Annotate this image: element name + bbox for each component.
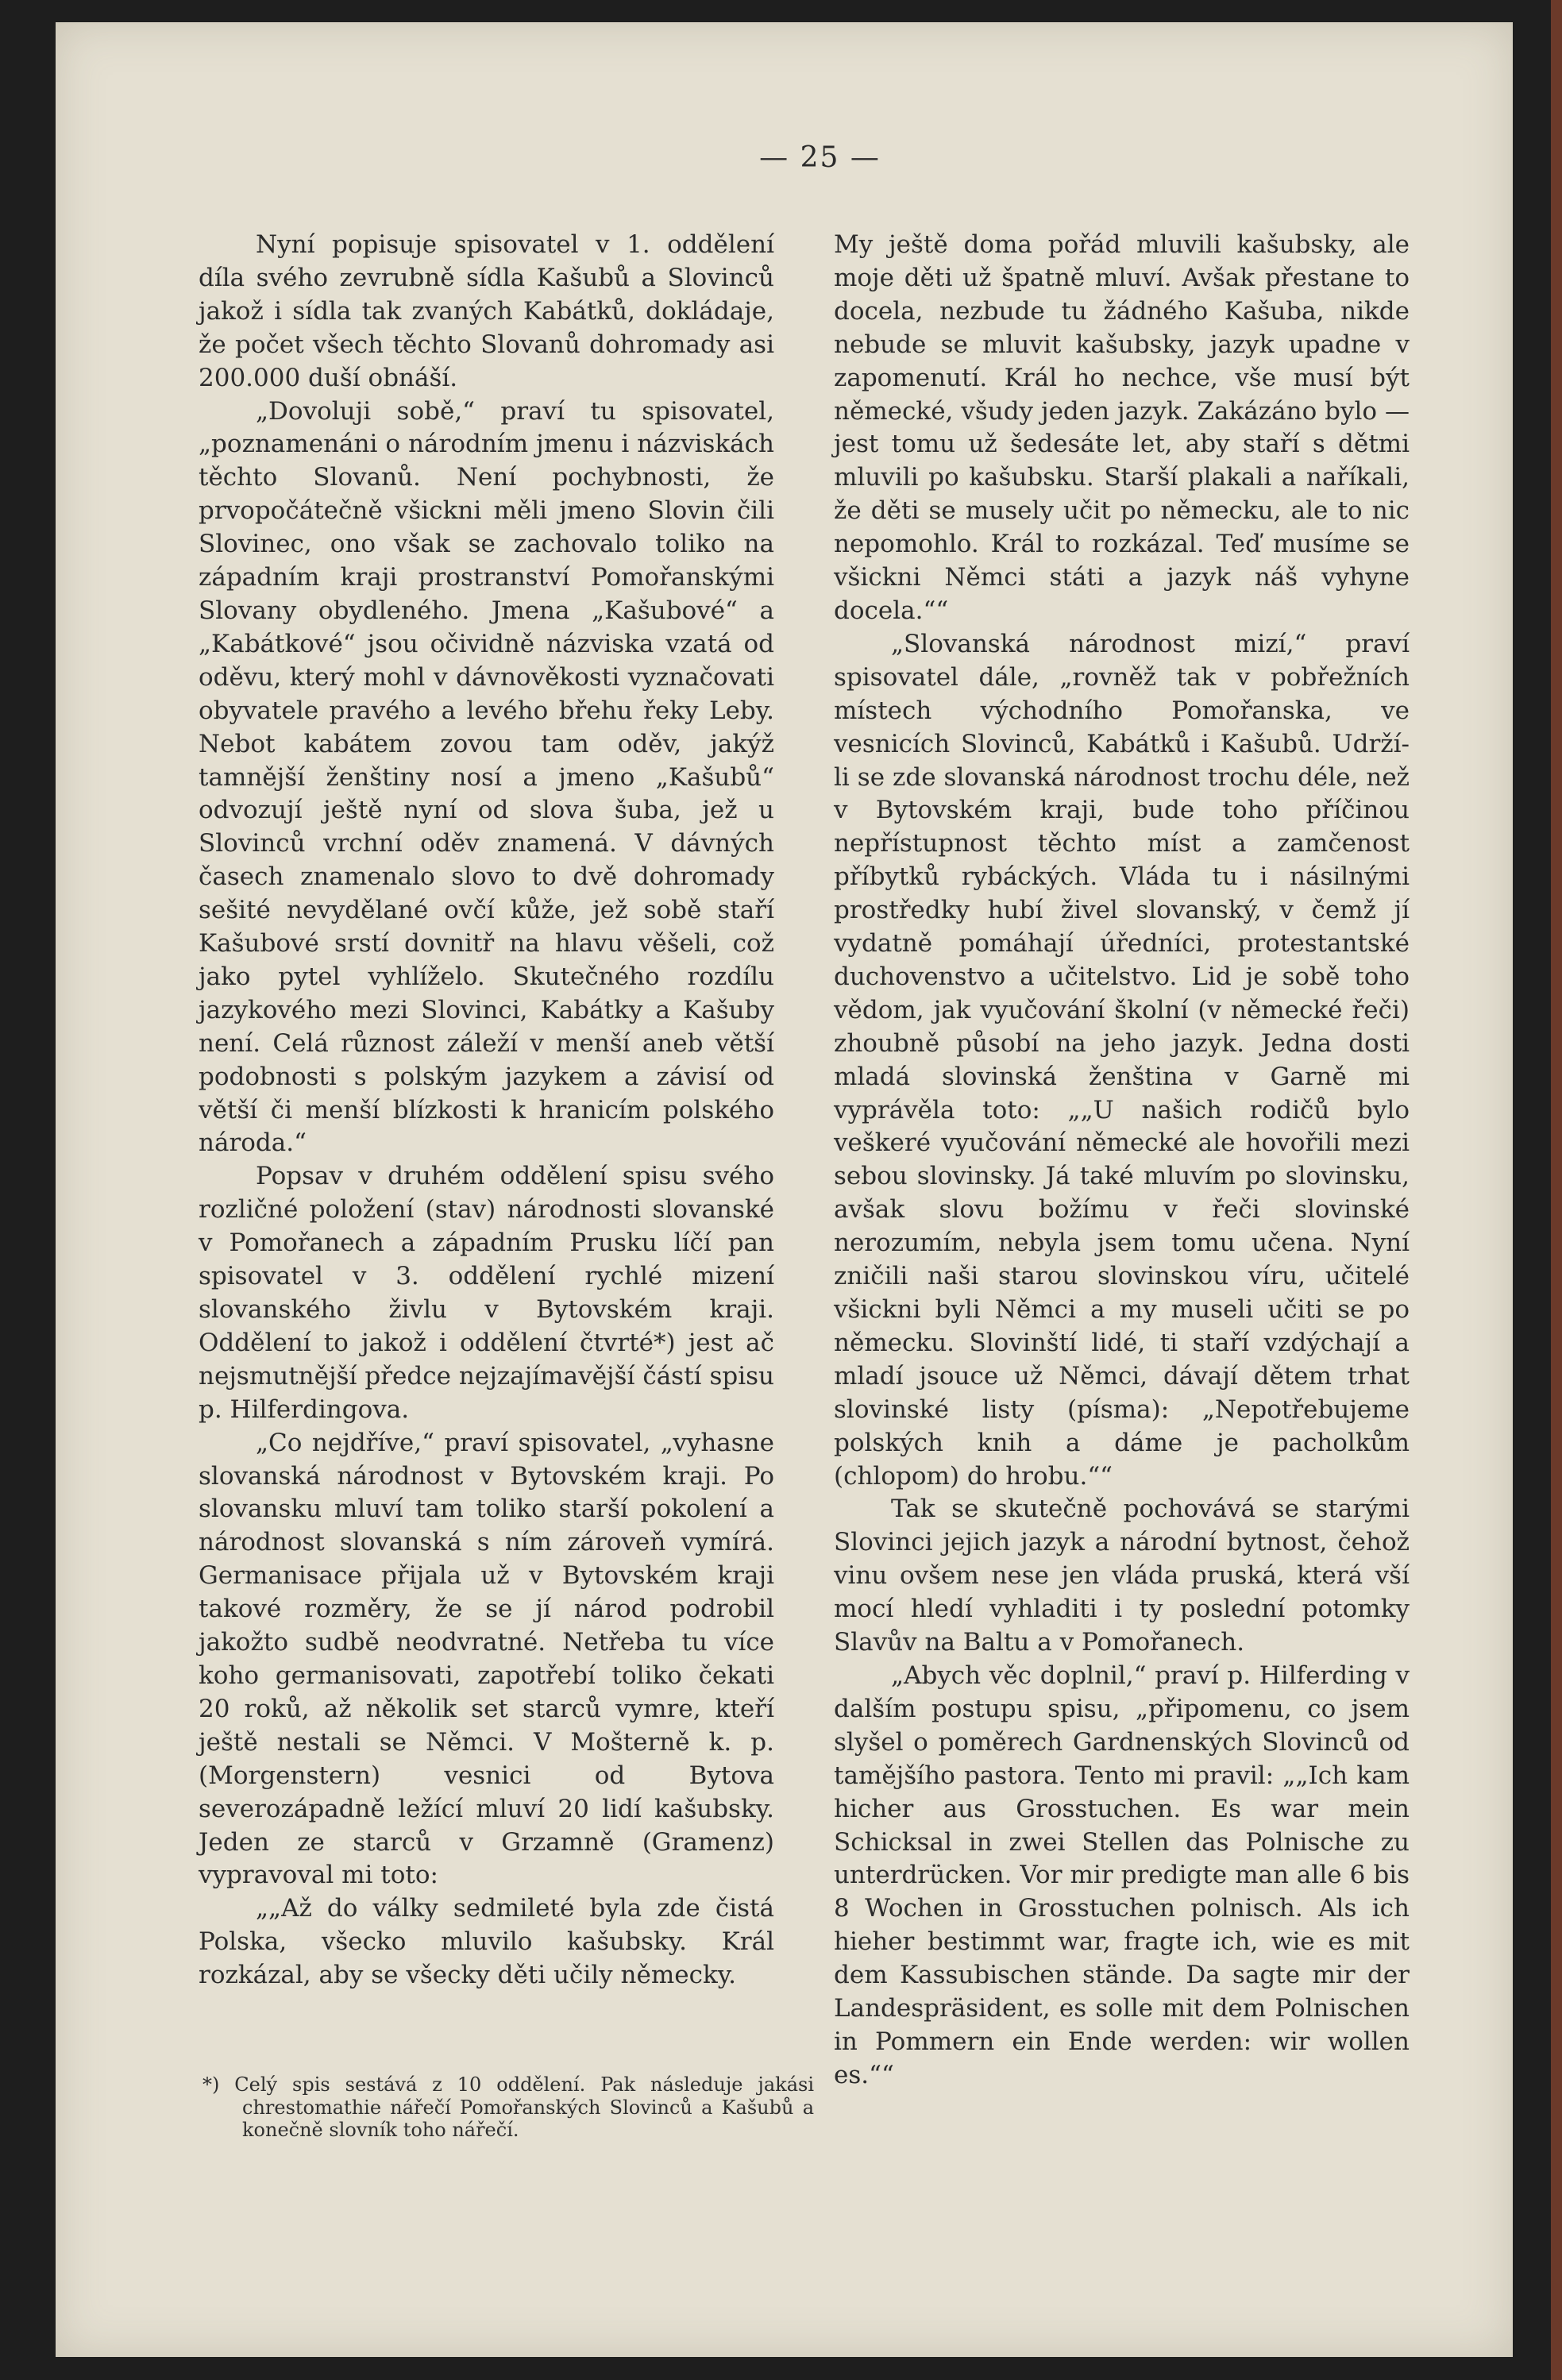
paragraph: „Co nejdříve,“ praví spisovatel, „vyhasne slovanská národnost v Bytovském kraji. Po slovansku mluví tam toliko starší pokolení a národnost slovanská s ním zároveň vymírá. Germanisace přijala už v Bytovském kraji takové rozměry, že se jí národ podrobil jakožto sudbě neodvratné. Netřeba tu více koho germanisovati, zapotřebí toliko čekati 20 roků, až několik set starců vymre, kteří ještě nestali se Němci. V Mošterně k. p. (Morgenstern) vesnici od Bytova severozápadně ležící mluví 20 lidí kašubsky. Jeden ze starců v Grzamně (Gramenz) vypravoval mi toto: — [199, 1428, 774, 1890]
footnote: *) Celý spis sestává z 10 oddělení. Pak následuje jakási chrestomathie nářečí Pomořanských Slovinců a Kašubů a konečně slovník toho nářečí. — [202, 2073, 814, 2141]
paragraph: „„Až do války sedmileté byla zde čistá Polska, všecko mluvilo kašubsky. Král rozkázal, aby se všecky děti učily německy. — [199, 1894, 774, 1990]
paragraph: Tak se skutečně pochovává se starými Slovinci jejich jazyk a národní bytnost, čehož vinu ovšem nese jen vláda pruská, která vší mocí hledí vyhladiti i ty poslední potomky Slavův na Baltu a v Pomořanech. — [834, 1495, 1410, 1657]
paragraph: My ještě doma pořád mluvili kašubsky, ale moje děti už špatně mluví. Avšak přestane to docela, nezbude tu žádného Kašuba, nikde nebude se mluvit kašubsky, jazyk upadne v zapomenutí. Král ho nechce, vše musí být německé, všudy jeden jazyk. Zakázáno bylo — jest tomu už šedesáte let, aby staří s dětmi mluvili po kašubsku. Starší plakali a naříkali, že děti se musely učit po německu, ale to nic nepomohlo. Král to rozkázal. Teď musíme se všickni Němci státi a jazyk náš vyhyne docela.““ — [834, 230, 1410, 625]
page-number: — 25 — — [759, 141, 881, 174]
paragraph: „Dovoluji sobě,“ praví tu spisovatel, „poznamenáni o národním jmenu i názviskách těchto Slovanů. Není pochybnosti, že prvopočátečně všickni měli jmeno Slovin čili Slovinec, ono však se zachovalo toliko na západním kraji prostranství Pomořanskými Slovany obydleného. Jmena „Kašubové“ a „Kabátkové“ jsou očividně názviska vzatá od oděvu, který mohl v dávnověkosti vyznačovati obyvatele pravého a levého břehu řeky Leby. Nebot kabátem zovou tam oděv, jakýž tamnější ženštiny nosí a jmeno „Kašubů“ odvozují ještě nyní od slova šuba, jež u Slovinců vrchní oděv znamená. V dávných časech znamenalo slovo to dvě dohromady sešité nevydělané ovčí kůže, jež sobě staří Kašubové srstí dovnitř na hlavu věšeli, což jako pytel vyhlíželo. Skutečného rozdílu jazykového mezi Slovinci, Kabátky a Kašuby není. Celá různost záleží v menší aneb větší podobnosti s polským jazykem a závisí od větší či menší blízkosti k hranicím polského národa.“ — [199, 396, 774, 1158]
paragraph: „Slovanská národnost mizí,“ praví spisovatel dále, „rovněž tak v pobřežních místech východního Pomořanska, ve vesnicích Slovinců, Kabátků i Kašubů. Udrží-li se zde slovanská národnost trochu déle, než v Bytovském kraji, bude toho příčinou nepřístupnost těchto míst a zamčenost příbytků rybáckých. Vláda tu i násilnými prostředky hubí živel slovanský, v čemž jí vydatně pomáhají úředníci, protestantské duchovenstvo a učitelstvo. Lid je sobě toho vědom, jak vyučování školní (v německé řeči) zhoubně působí na jeho jazyk. Jedna dosti mladá slovinská ženština v Garně mi vyprávěla toto: „„U našich rodičů bylo veškeré vyučování německé ale hovořili mezi sebou slovinsky. Já také mluvím po slovinsku, avšak slovu božímu v řeči slovinské nerozumím, nebyla jsem tomu učena. Nyní zničili naši starou slovinskou víru, učitelé všickni byli Němci a my museli učiti se po německu. Slovinští lidé, ti staří vzdýchají a mladí jsouce už Němci, dávají dětem trhat slovinské listy (písma): „Nepotřebujeme polských knih a dáme je pacholkům (chlopom) do hrobu.““ — [834, 629, 1410, 1491]
book-page — [56, 22, 1513, 2357]
paragraph: Popsav v druhém oddělení spisu svého rozličné položení (stav) národnosti slovanské v Pomořanech a západním Prusku líčí pan spisovatel v 3. oddělení rychlé mizení slovanského živlu v Bytovském kraji. Oddělení to jakož i oddělení čtvrté*) jest ač nejsmutnější předce nejzajímavější částí spisu p. Hilferdingova. — [199, 1162, 774, 1424]
left-column — [199, 229, 774, 1992]
paragraph: Nyní popisuje spisovatel v 1. oddělení díla svého zevrubně sídla Kašubů a Slovinců jakož i sídla tak zvaných Kabátků, dokládaje, že počet všech těchto Slovanů dohromady asi 200.000 duší obnáší. — [199, 230, 774, 392]
page-edge — [1551, 0, 1562, 2380]
paragraph: „Abych věc doplnil,“ praví p. Hilferding v dalším postupu spisu, „připomenu, co jsem slyšel o poměrech Gardnenských Slovinců od tamějšího pastora. Tento mi pravil: „„Ich kam hicher aus Grosstuchen. Es war mein Schicksal in zwei Stellen das Polnische zu unterdrücken. Vor mir predigte man alle 6 bis 8 Wochen in Grosstuchen polnisch. Als ich hieher bestimmt war, fragte ich, wie es mit dem Kassubischen stände. Da sagte mir der Landespräsident, es solle mit dem Polnischen in Pommern ein Ende werden: wir wollen es.““ — [834, 1661, 1410, 2089]
right-column — [834, 229, 1410, 2093]
